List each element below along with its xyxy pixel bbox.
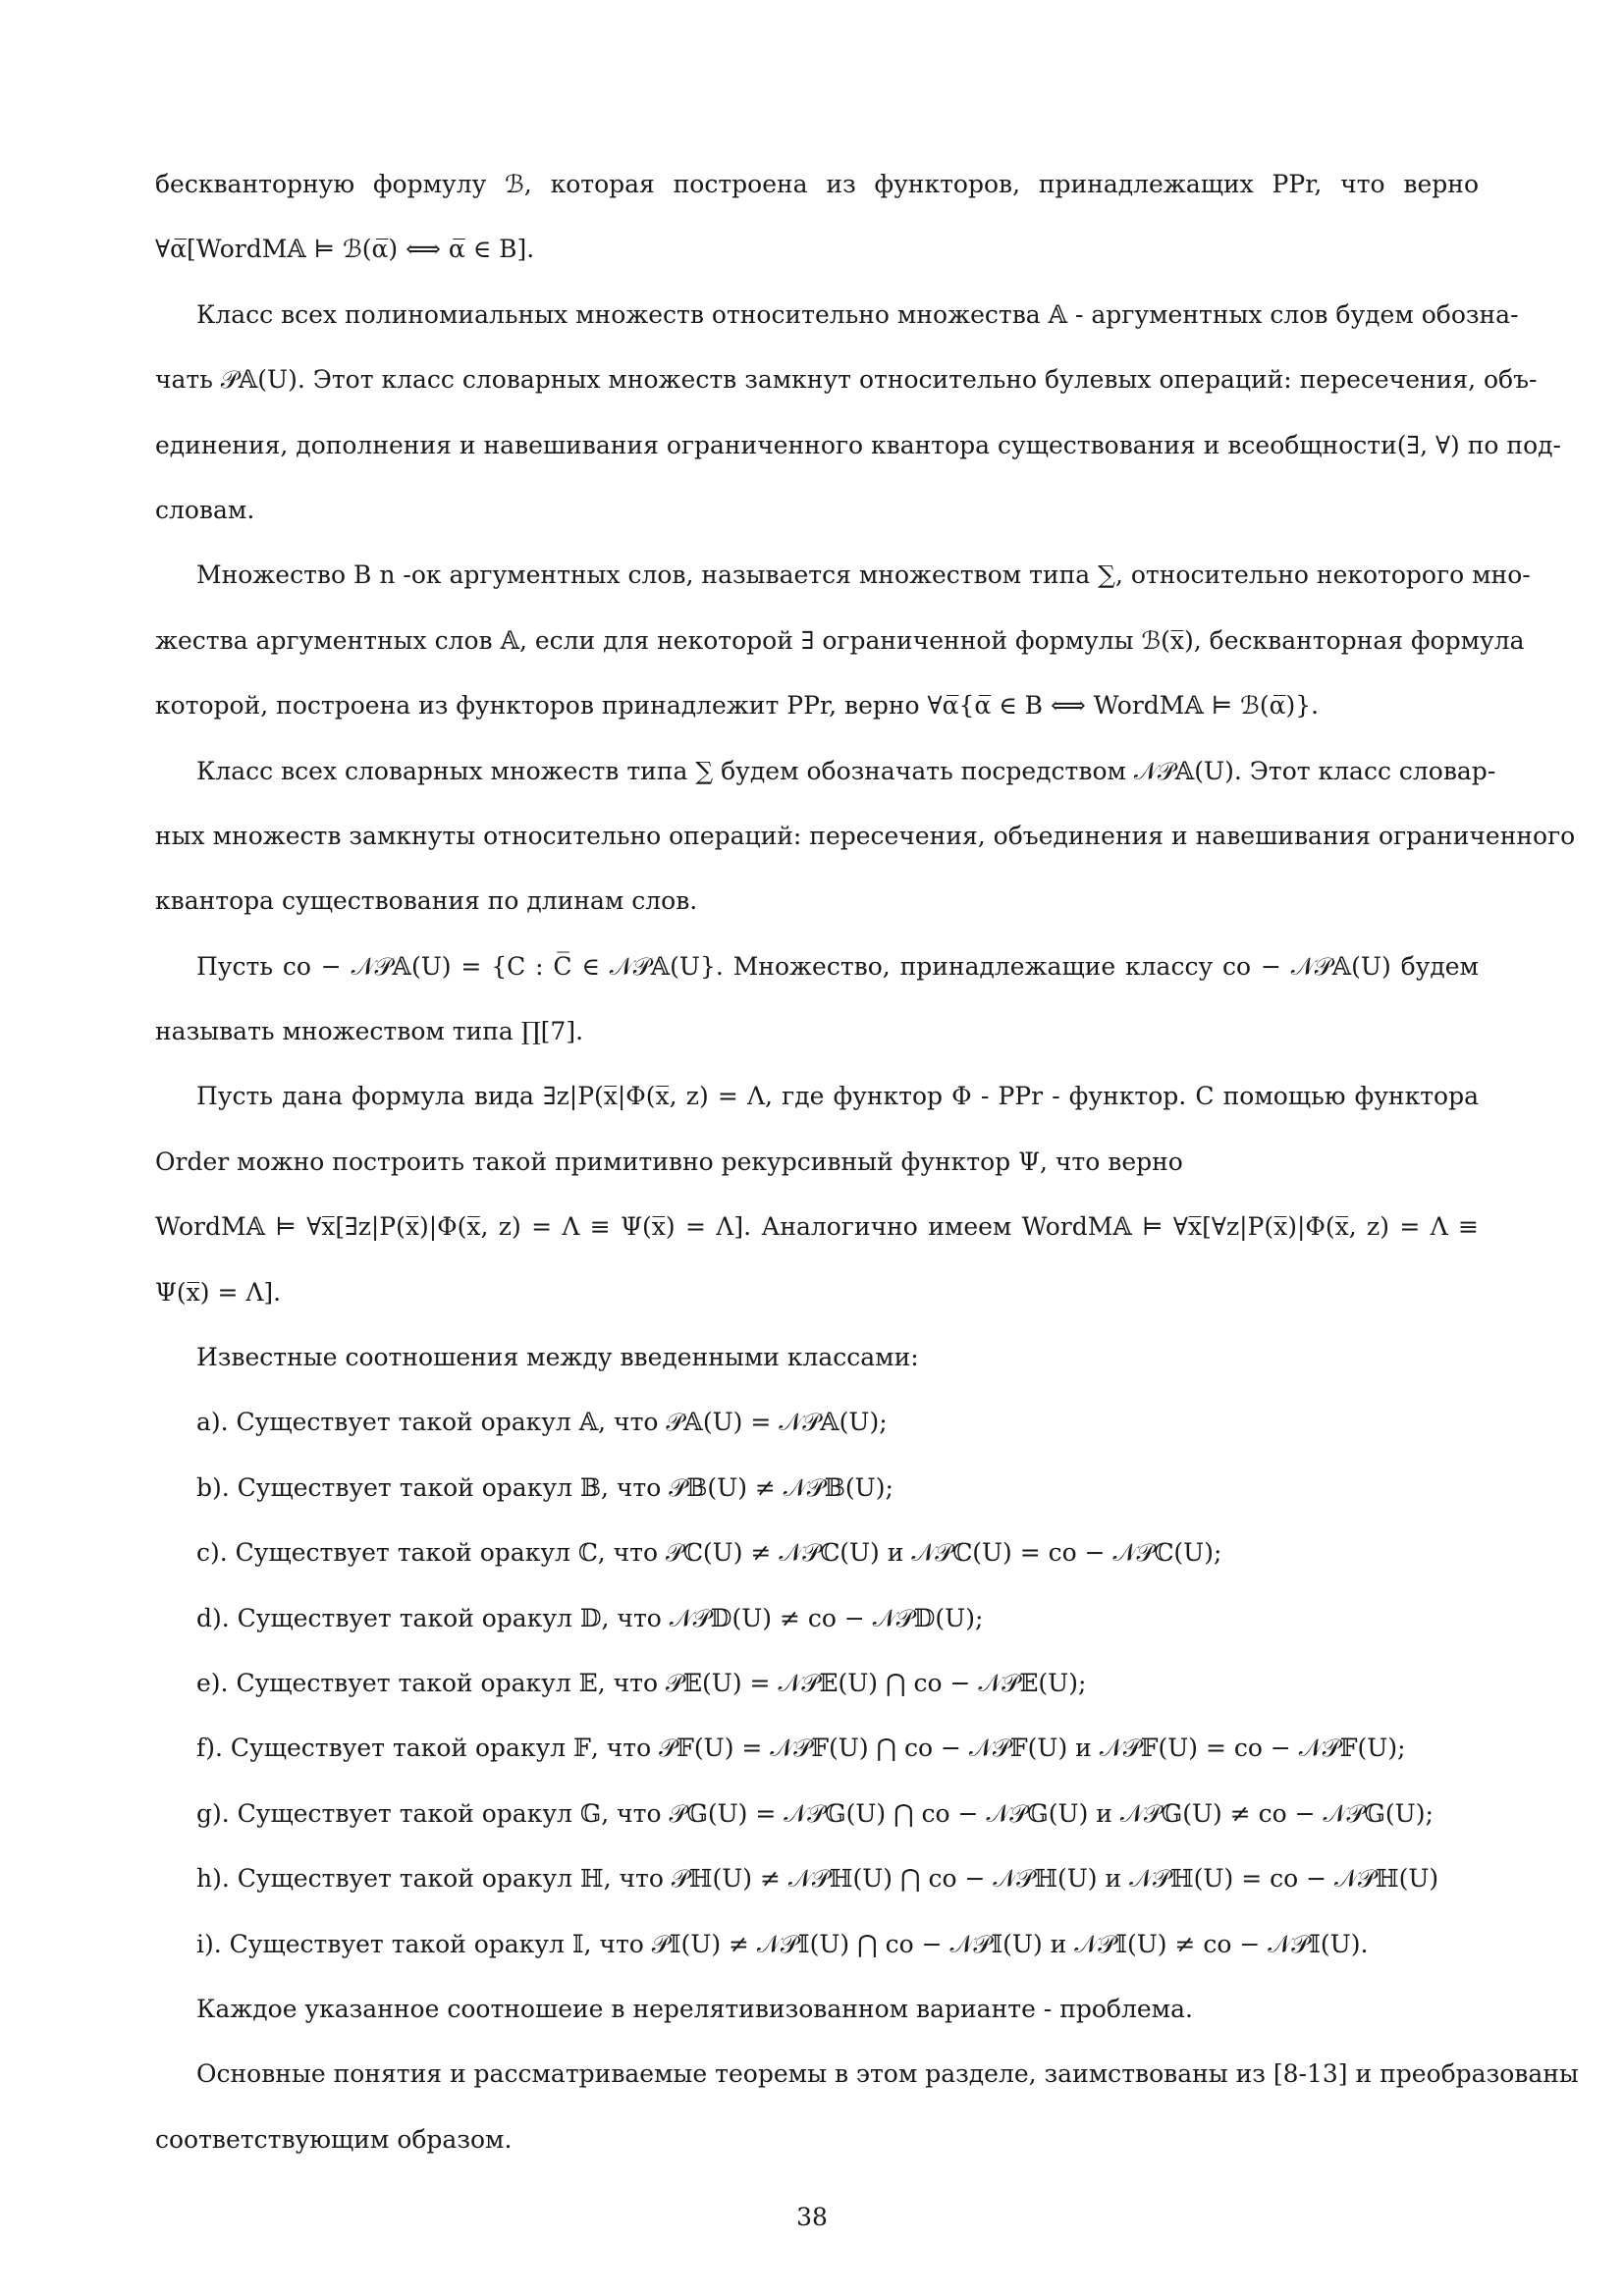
- page-number: 38: [796, 2203, 828, 2231]
- list-item: a). Существует такой оракул 𝔸, что 𝒫𝔸(U) = 𝒩𝒫𝔸(U);: [196, 1408, 888, 1437]
- text-line: WordM𝔸 ⊨ ∀x̅[∃z|P(x̅)|Φ(x̅, z) = Λ ≡ Ψ(x̅) = Λ]. Аналогично имеем WordM𝔸 ⊨ ∀x̅[∀z|P(x̅)|Φ(x̅, z) = Λ ≡: [155, 1212, 1479, 1242]
- text-line: соответствующим образом.: [155, 2124, 513, 2154]
- text-line: Класс всех полиномиальных множеств относительно множества 𝔸 - аргументных слов будем обозна-: [196, 299, 1519, 329]
- list-item: i). Существует такой оракул 𝕀, что 𝒫𝕀(U) ≠ 𝒩𝒫𝕀(U) ⋂ co − 𝒩𝒫𝕀(U) и 𝒩𝒫𝕀(U) ≠ co − 𝒩𝒫𝕀(U).: [196, 1929, 1369, 1958]
- text-line: Order можно построить такой примитивно рекурсивный функтор Ψ, что верно: [155, 1147, 1183, 1176]
- text-line: называть множеством типа ∏[7].: [155, 1017, 584, 1046]
- text-line: ных множеств замкнуты относительно операций: пересечения, объединения и навешивания ограниченного: [155, 821, 1576, 850]
- list-item: h). Существует такой оракул ℍ, что 𝒫ℍ(U) ≠ 𝒩𝒫ℍ(U) ⋂ co − 𝒩𝒫ℍ(U) и 𝒩𝒫ℍ(U) = co − 𝒩𝒫ℍ(U): [196, 1864, 1439, 1894]
- text-line: Множество B n -ок аргументных слов, называется множеством типа ∑, относительно некоторого мно-: [196, 561, 1531, 590]
- text-line: единения, дополнения и навешивания ограниченного квантора существования и всеобщности(∃, ∀) по под-: [155, 430, 1561, 459]
- list-item: b). Существует такой оракул 𝔹, что 𝒫𝔹(U) ≠ 𝒩𝒫𝔹(U);: [196, 1472, 893, 1502]
- text-line: которой, построена из функторов принадлежит PPr, верно ∀α̅{α̅ ∈ B ⟺ WordM𝔸 ⊨ ℬ(α̅)}.: [155, 691, 1320, 721]
- text-line: Пусть дана формула вида ∃z|P(x̅|Φ(x̅, z) = Λ, где функтор Φ - PPr - функтор. С помощью функтора: [196, 1082, 1479, 1111]
- text-line: квантора существования по длинам слов.: [155, 886, 698, 916]
- text-line: ∀α̅[WordM𝔸 ⊨ ℬ(α̅) ⟺ α̅ ∈ B].: [155, 235, 535, 264]
- text-line: Известные соотношения между введенными классами:: [196, 1343, 919, 1372]
- list-item: f). Существует такой оракул 𝔽, что 𝒫𝔽(U) = 𝒩𝒫𝔽(U) ⋂ co − 𝒩𝒫𝔽(U) и 𝒩𝒫𝔽(U) = co − 𝒩𝒫𝔽(U);: [196, 1734, 1406, 1763]
- text-line: Пусть co − 𝒩𝒫𝔸(U) = {C : C̅ ∈ 𝒩𝒫𝔸(U}. Множество, принадлежащие классу co − 𝒩𝒫𝔸(U) будем: [196, 951, 1479, 981]
- text-line: чать 𝒫𝔸(U). Этот класс словарных множеств замкнут относительно булевых операций: пересечения, объ-: [155, 365, 1538, 395]
- body-text: [155, 152, 1579, 2172]
- text-line: словам.: [155, 495, 255, 524]
- text-line: бескванторную формулу ℬ, которая построена из функторов, принадлежащих PPr, что верно: [155, 170, 1479, 198]
- text-line: Ψ(x̅) = Λ].: [155, 1277, 282, 1307]
- text-line: Каждое указанное соотношеие в нерелятивизованном варианте - проблема.: [196, 1994, 1193, 2023]
- list-item: g). Существует такой оракул 𝔾, что 𝒫𝔾(U) = 𝒩𝒫𝔾(U) ⋂ co − 𝒩𝒫𝔾(U) и 𝒩𝒫𝔾(U) ≠ co − 𝒩𝒫𝔾(U);: [196, 1798, 1434, 1828]
- list-item: d). Существует такой оракул 𝔻, что 𝒩𝒫𝔻(U) ≠ co − 𝒩𝒫𝔻(U);: [196, 1603, 984, 1632]
- text-line: Основные понятия и рассматриваемые теоремы в этом разделе, заимствованы из [8-13] и преобразованы: [196, 2059, 1579, 2089]
- list-item: e). Существует такой оракул 𝔼, что 𝒫𝔼(U) = 𝒩𝒫𝔼(U) ⋂ co − 𝒩𝒫𝔼(U);: [196, 1668, 1087, 1697]
- text-line: жества аргументных слов 𝔸, если для некоторой ∃ ограниченной формулы ℬ(x̅), бескванторная формула: [155, 625, 1525, 655]
- text-line: Класс всех словарных множеств типа ∑ будем обозначать посредством 𝒩𝒫𝔸(U). Этот класс словар-: [196, 756, 1496, 785]
- list-item: c). Существует такой оракул ℂ, что 𝒫ℂ(U) ≠ 𝒩𝒫ℂ(U) и 𝒩𝒫ℂ(U) = co − 𝒩𝒫ℂ(U);: [196, 1538, 1222, 1568]
